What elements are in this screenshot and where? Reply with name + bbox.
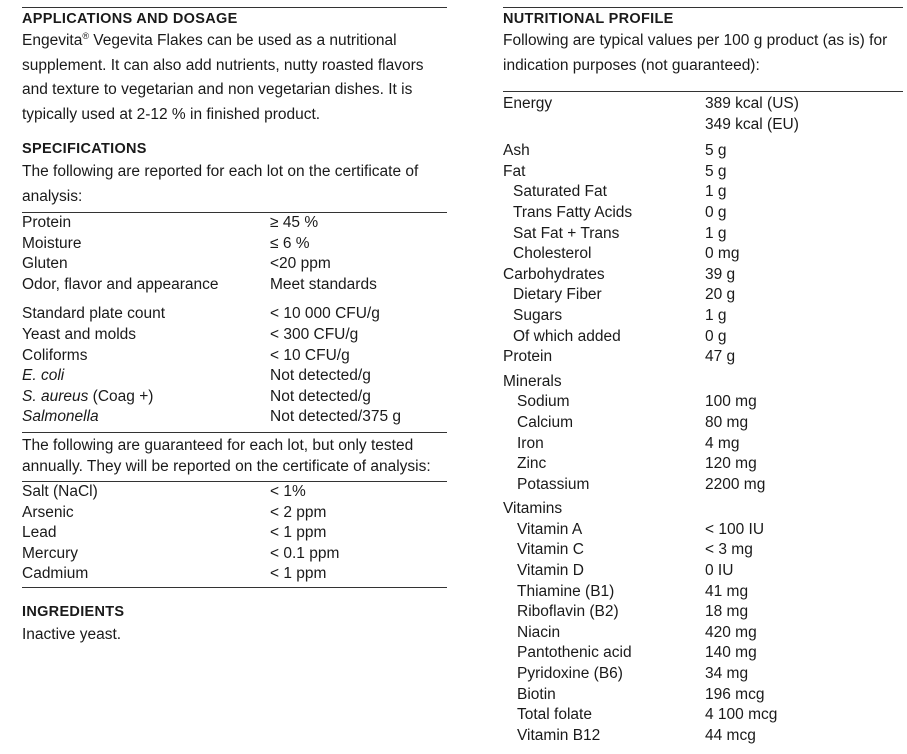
product-brand: Engevita <box>22 32 83 49</box>
ingredients-section <box>22 587 447 648</box>
table-row <box>22 482 447 503</box>
table-row <box>22 564 447 585</box>
row-value: 420 mg <box>705 623 757 641</box>
table-row <box>503 203 903 224</box>
row-value: 80 mg <box>705 413 749 431</box>
nutrition-heading: NUTRITIONAL PROFILE <box>503 11 674 27</box>
table-row <box>503 265 903 286</box>
row-value: 4 100 mcg <box>705 706 778 724</box>
left-column <box>22 0 447 647</box>
spec-group-general <box>22 213 447 295</box>
table-row <box>503 475 903 496</box>
row-value: < 100 IU <box>705 520 765 538</box>
row-value: 120 mg <box>705 455 757 473</box>
specifications-section <box>22 141 447 585</box>
row-label: Dietary Fiber <box>513 286 602 304</box>
row-value: < 3 mg <box>705 541 753 559</box>
row-value: 5 g <box>705 162 727 180</box>
guaranteed-table <box>22 481 447 585</box>
applications-body: Vegevita Flakes can be used as a nutritional supplement. It can also add nutrients, nutty roasted flavors and texture to vegetarian and non vegetarian dishes. It is typically used at 2-12 % in finished product. <box>22 32 424 123</box>
row-value: 100 mg <box>705 393 757 411</box>
row-value: < 1 ppm <box>270 524 327 542</box>
table-row <box>503 392 903 413</box>
row-value: 47 g <box>705 348 736 366</box>
row-value: 5 g <box>705 142 727 160</box>
row-label: Protein <box>22 214 72 231</box>
table-row <box>22 213 447 234</box>
row-value: 140 mg <box>705 644 757 662</box>
row-label-italic: Salmonella <box>22 408 99 426</box>
row-label: Vitamin D <box>517 562 584 580</box>
spec-group-micro <box>22 304 447 428</box>
row-value: 1 g <box>705 183 727 201</box>
table-row <box>503 520 903 541</box>
row-value: Meet standards <box>270 275 377 293</box>
row-label: Saturated Fat <box>513 183 607 201</box>
row-label: Niacin <box>517 623 561 641</box>
vitamins-label: Vitamins <box>503 500 563 518</box>
table-row <box>22 503 447 524</box>
row-value: 0 g <box>705 203 727 221</box>
applications-text <box>22 29 447 127</box>
table-row <box>503 685 903 706</box>
table-row <box>503 726 903 747</box>
table-row <box>22 544 447 565</box>
row-label: Odor, flavor and appearance <box>22 275 219 293</box>
row-label <box>22 387 270 408</box>
table-row <box>503 244 903 265</box>
row-label: Lead <box>22 524 57 542</box>
energy-value-us: 389 kcal (US) <box>705 95 799 112</box>
table-row <box>503 182 903 203</box>
row-value: 0 mg <box>705 245 740 263</box>
row-value: 20 g <box>705 286 736 304</box>
nutrition-section <box>503 7 903 78</box>
row-value: 34 mg <box>705 665 749 683</box>
table-row <box>22 366 447 387</box>
table-row <box>503 434 903 455</box>
row-label <box>22 366 270 387</box>
row-label: Salt (NaCl) <box>22 482 98 500</box>
row-label: Arsenic <box>22 503 74 521</box>
table-row <box>503 705 903 726</box>
table-row <box>503 582 903 603</box>
row-label: Total folate <box>517 706 592 724</box>
row-value: <20 ppm <box>270 255 331 273</box>
energy-value-eu: 349 kcal (EU) <box>705 115 799 133</box>
nutrition-intro: Following are typical values per 100 g product (as is) for indication purposes (not guaranteed): <box>503 32 888 74</box>
row-label: Standard plate count <box>22 305 166 323</box>
row-value: < 1% <box>270 482 306 500</box>
row-value: < 10 CFU/g <box>270 346 350 364</box>
row-value: 44 mcg <box>705 726 756 744</box>
table-row <box>503 327 903 348</box>
specifications-table <box>22 212 447 428</box>
row-value: < 0.1 ppm <box>270 544 340 562</box>
energy-row <box>503 94 903 135</box>
row-label: Zinc <box>517 455 547 473</box>
table-row <box>503 454 903 475</box>
table-row <box>22 304 447 325</box>
table-row <box>503 347 903 368</box>
table-row <box>22 407 447 428</box>
row-label: Sat Fat + Trans <box>513 224 620 242</box>
row-value: < 2 ppm <box>270 503 327 521</box>
ingredients-text: Inactive yeast. <box>22 625 122 643</box>
row-value: 4 mg <box>705 434 740 452</box>
row-value: 1 g <box>705 224 727 242</box>
table-row <box>22 234 447 255</box>
row-label: Trans Fatty Acids <box>513 203 633 221</box>
table-row <box>22 254 447 275</box>
table-row <box>503 224 903 245</box>
row-label: Cadmium <box>22 565 89 583</box>
row-label: Calcium <box>517 413 573 431</box>
row-value: < 1 ppm <box>270 565 327 583</box>
row-value: 1 g <box>705 306 727 324</box>
minerals-label: Minerals <box>503 372 562 390</box>
row-value: 18 mg <box>705 603 749 621</box>
vitamins-table <box>503 520 903 747</box>
table-row <box>503 162 903 183</box>
specifications-heading: SPECIFICATIONS <box>22 141 147 157</box>
row-label: Gluten <box>22 255 68 273</box>
row-label: Carbohydrates <box>503 265 605 283</box>
row-value: 41 mg <box>705 582 749 600</box>
table-row <box>503 540 903 561</box>
row-value: 39 g <box>705 265 736 283</box>
spec-group-contaminants <box>22 482 447 585</box>
row-label: Riboflavin (B2) <box>517 603 619 621</box>
row-value: 0 g <box>705 327 727 345</box>
row-label: Vitamin B12 <box>517 726 601 744</box>
row-label: Protein <box>503 348 553 366</box>
row-label: Of which added <box>513 327 621 345</box>
row-label: Mercury <box>22 544 78 562</box>
specifications-intro: The following are reported for each lot on the certificate of analysis: <box>22 163 419 205</box>
row-label: Pyridoxine (B6) <box>517 665 623 683</box>
row-label: Sodium <box>517 393 570 411</box>
macros-table <box>503 141 903 368</box>
table-row <box>22 325 447 346</box>
table-row <box>503 664 903 685</box>
row-label: Iron <box>517 434 544 452</box>
row-value: 0 IU <box>705 562 734 580</box>
row-label: Vitamin C <box>517 541 584 559</box>
table-row <box>22 387 447 408</box>
energy-values <box>705 94 903 135</box>
row-label: Cholesterol <box>513 245 592 263</box>
row-value: Not detected/g <box>270 387 371 405</box>
row-label: Sugars <box>513 306 563 324</box>
energy-table <box>503 94 903 135</box>
row-label: Potassium <box>517 475 590 493</box>
table-row <box>503 285 903 306</box>
row-label: Ash <box>503 142 530 160</box>
row-value: 196 mcg <box>705 685 765 703</box>
table-row <box>503 643 903 664</box>
row-label: Moisture <box>22 234 82 252</box>
row-label: Pantothenic acid <box>517 644 632 662</box>
table-row <box>503 413 903 434</box>
ingredients-heading: INGREDIENTS <box>22 603 125 620</box>
table-row <box>22 523 447 544</box>
row-value: Not detected/g <box>270 367 371 385</box>
row-label: Coliforms <box>22 346 88 364</box>
table-row <box>503 306 903 327</box>
energy-label: Energy <box>503 95 553 112</box>
row-label: Biotin <box>517 685 556 703</box>
row-label: Thiamine (B1) <box>517 582 615 600</box>
table-row <box>22 346 447 367</box>
row-value: < 300 CFU/g <box>270 325 359 343</box>
table-row <box>503 141 903 162</box>
row-label-italic: E. coli <box>22 367 65 385</box>
table-row <box>22 275 447 296</box>
row-value: ≥ 45 % <box>270 214 319 231</box>
applications-heading: APPLICATIONS AND DOSAGE <box>22 11 238 27</box>
row-value: < 10 000 CFU/g <box>270 305 380 323</box>
table-row <box>503 561 903 582</box>
row-value: Not detected/375 g <box>270 408 401 426</box>
row-value: ≤ 6 % <box>270 234 310 252</box>
applications-section <box>22 7 447 127</box>
row-label-italic: S. aureus <box>22 387 89 405</box>
minerals-table <box>503 392 903 495</box>
row-label: Yeast and molds <box>22 325 137 343</box>
row-label-rest: (Coag +) <box>88 387 154 405</box>
row-label: Vitamin A <box>517 520 583 538</box>
row-label <box>22 407 270 428</box>
nutrition-table <box>503 91 903 746</box>
table-row <box>503 602 903 623</box>
guaranteed-intro: The following are guaranteed for each lot, but only tested annually. They will be reported on the certificate of analysis: <box>22 436 431 476</box>
registered-mark: ® <box>82 30 89 41</box>
table-row <box>503 623 903 644</box>
row-value: 2200 mg <box>705 475 766 493</box>
row-label: Fat <box>503 162 526 180</box>
right-column <box>503 0 903 746</box>
guaranteed-section <box>22 432 447 478</box>
